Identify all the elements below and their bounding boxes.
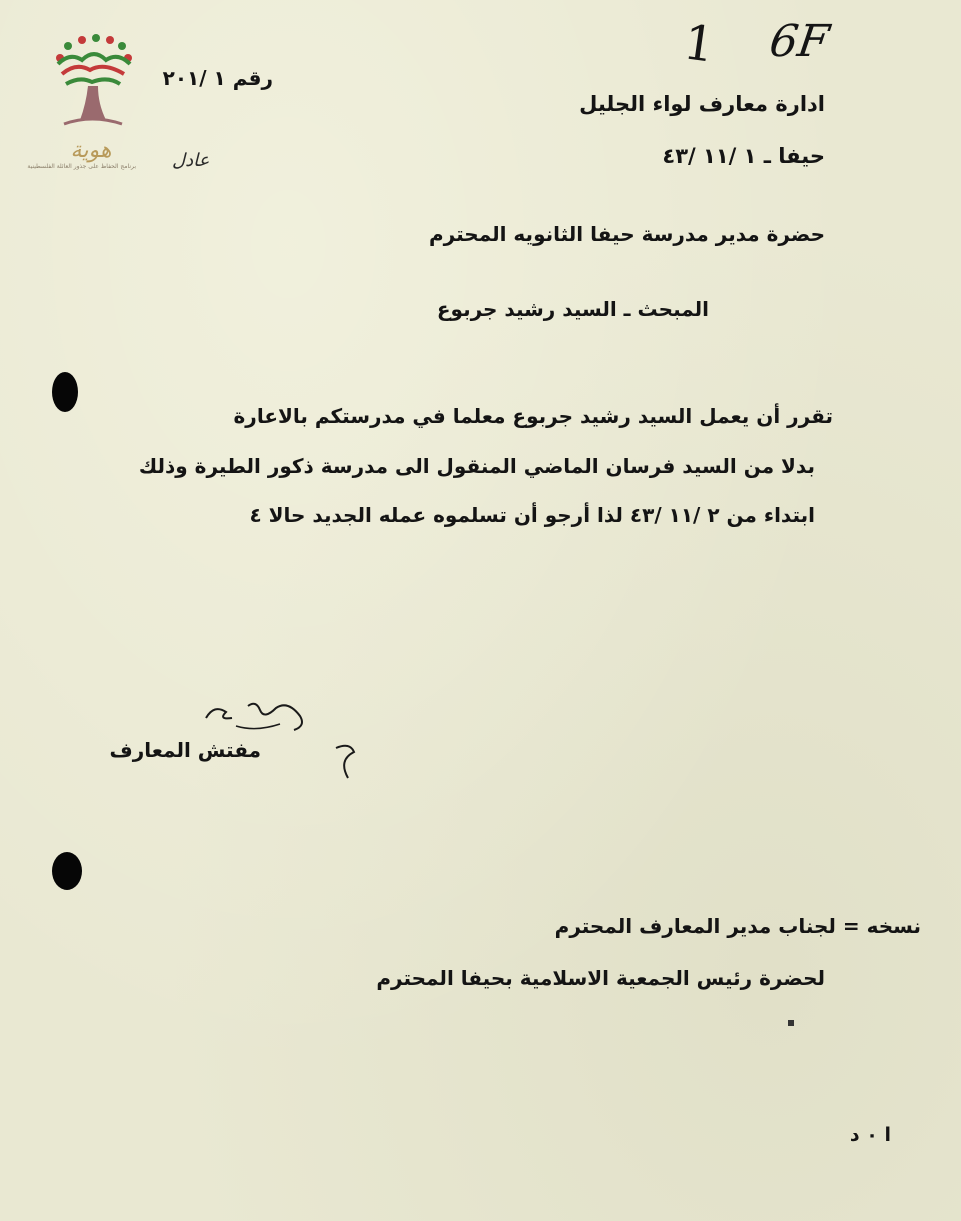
tree-logo-icon [50,34,134,134]
watermark-title: هوية [70,138,112,163]
addressee: حضرة مدير مدرسة حيفا الثانويه المحترم [429,222,825,246]
watermark-text [27,138,136,186]
handwritten-page-number: 6F [766,16,833,67]
subject-line: المبحث ـ السيد رشيد جربوع [436,297,709,321]
place-date: حيفا ـ ١ /١١ /٤٣ [662,144,825,168]
reference-number: رقم ١ /٢٠١ [162,66,273,90]
punch-hole [52,852,82,890]
ink-mark [788,1020,794,1026]
punch-hole [52,372,78,412]
copy-recipient-2: لحضرة رئيس الجمعية الاسلامية بحيفا المحترم [376,966,825,990]
body-line-2: بدلا من السيد فرسان الماضي المنقول الى مدرسة ذكور الطيرة وذلك [138,454,815,478]
signature-tail [330,738,360,788]
handwritten-number: 1 [680,14,719,74]
signatory-title: مفتش المعارف [109,738,261,762]
body-line-3: ابتداء من ٢ /١١ /٤٣ لذا أرجو أن تسلموه عمله الجديد حالا ٤ [249,503,815,527]
department-title: ادارة معارف لواء الجليل [579,92,825,116]
footer-code: ا ٠ د [849,1124,891,1146]
archive-note: عادل [172,150,210,171]
copy-recipient-1: نسخه = لجناب مدير المعارف المحترم [554,914,921,938]
watermark-subtitle: برنامج الحفاظ على جذور العائلة الفلسطينية [27,163,136,170]
body-line-1: تقرر أن يعمل السيد رشيد جربوع معلما في مدرستكم بالاعارة [233,404,833,428]
